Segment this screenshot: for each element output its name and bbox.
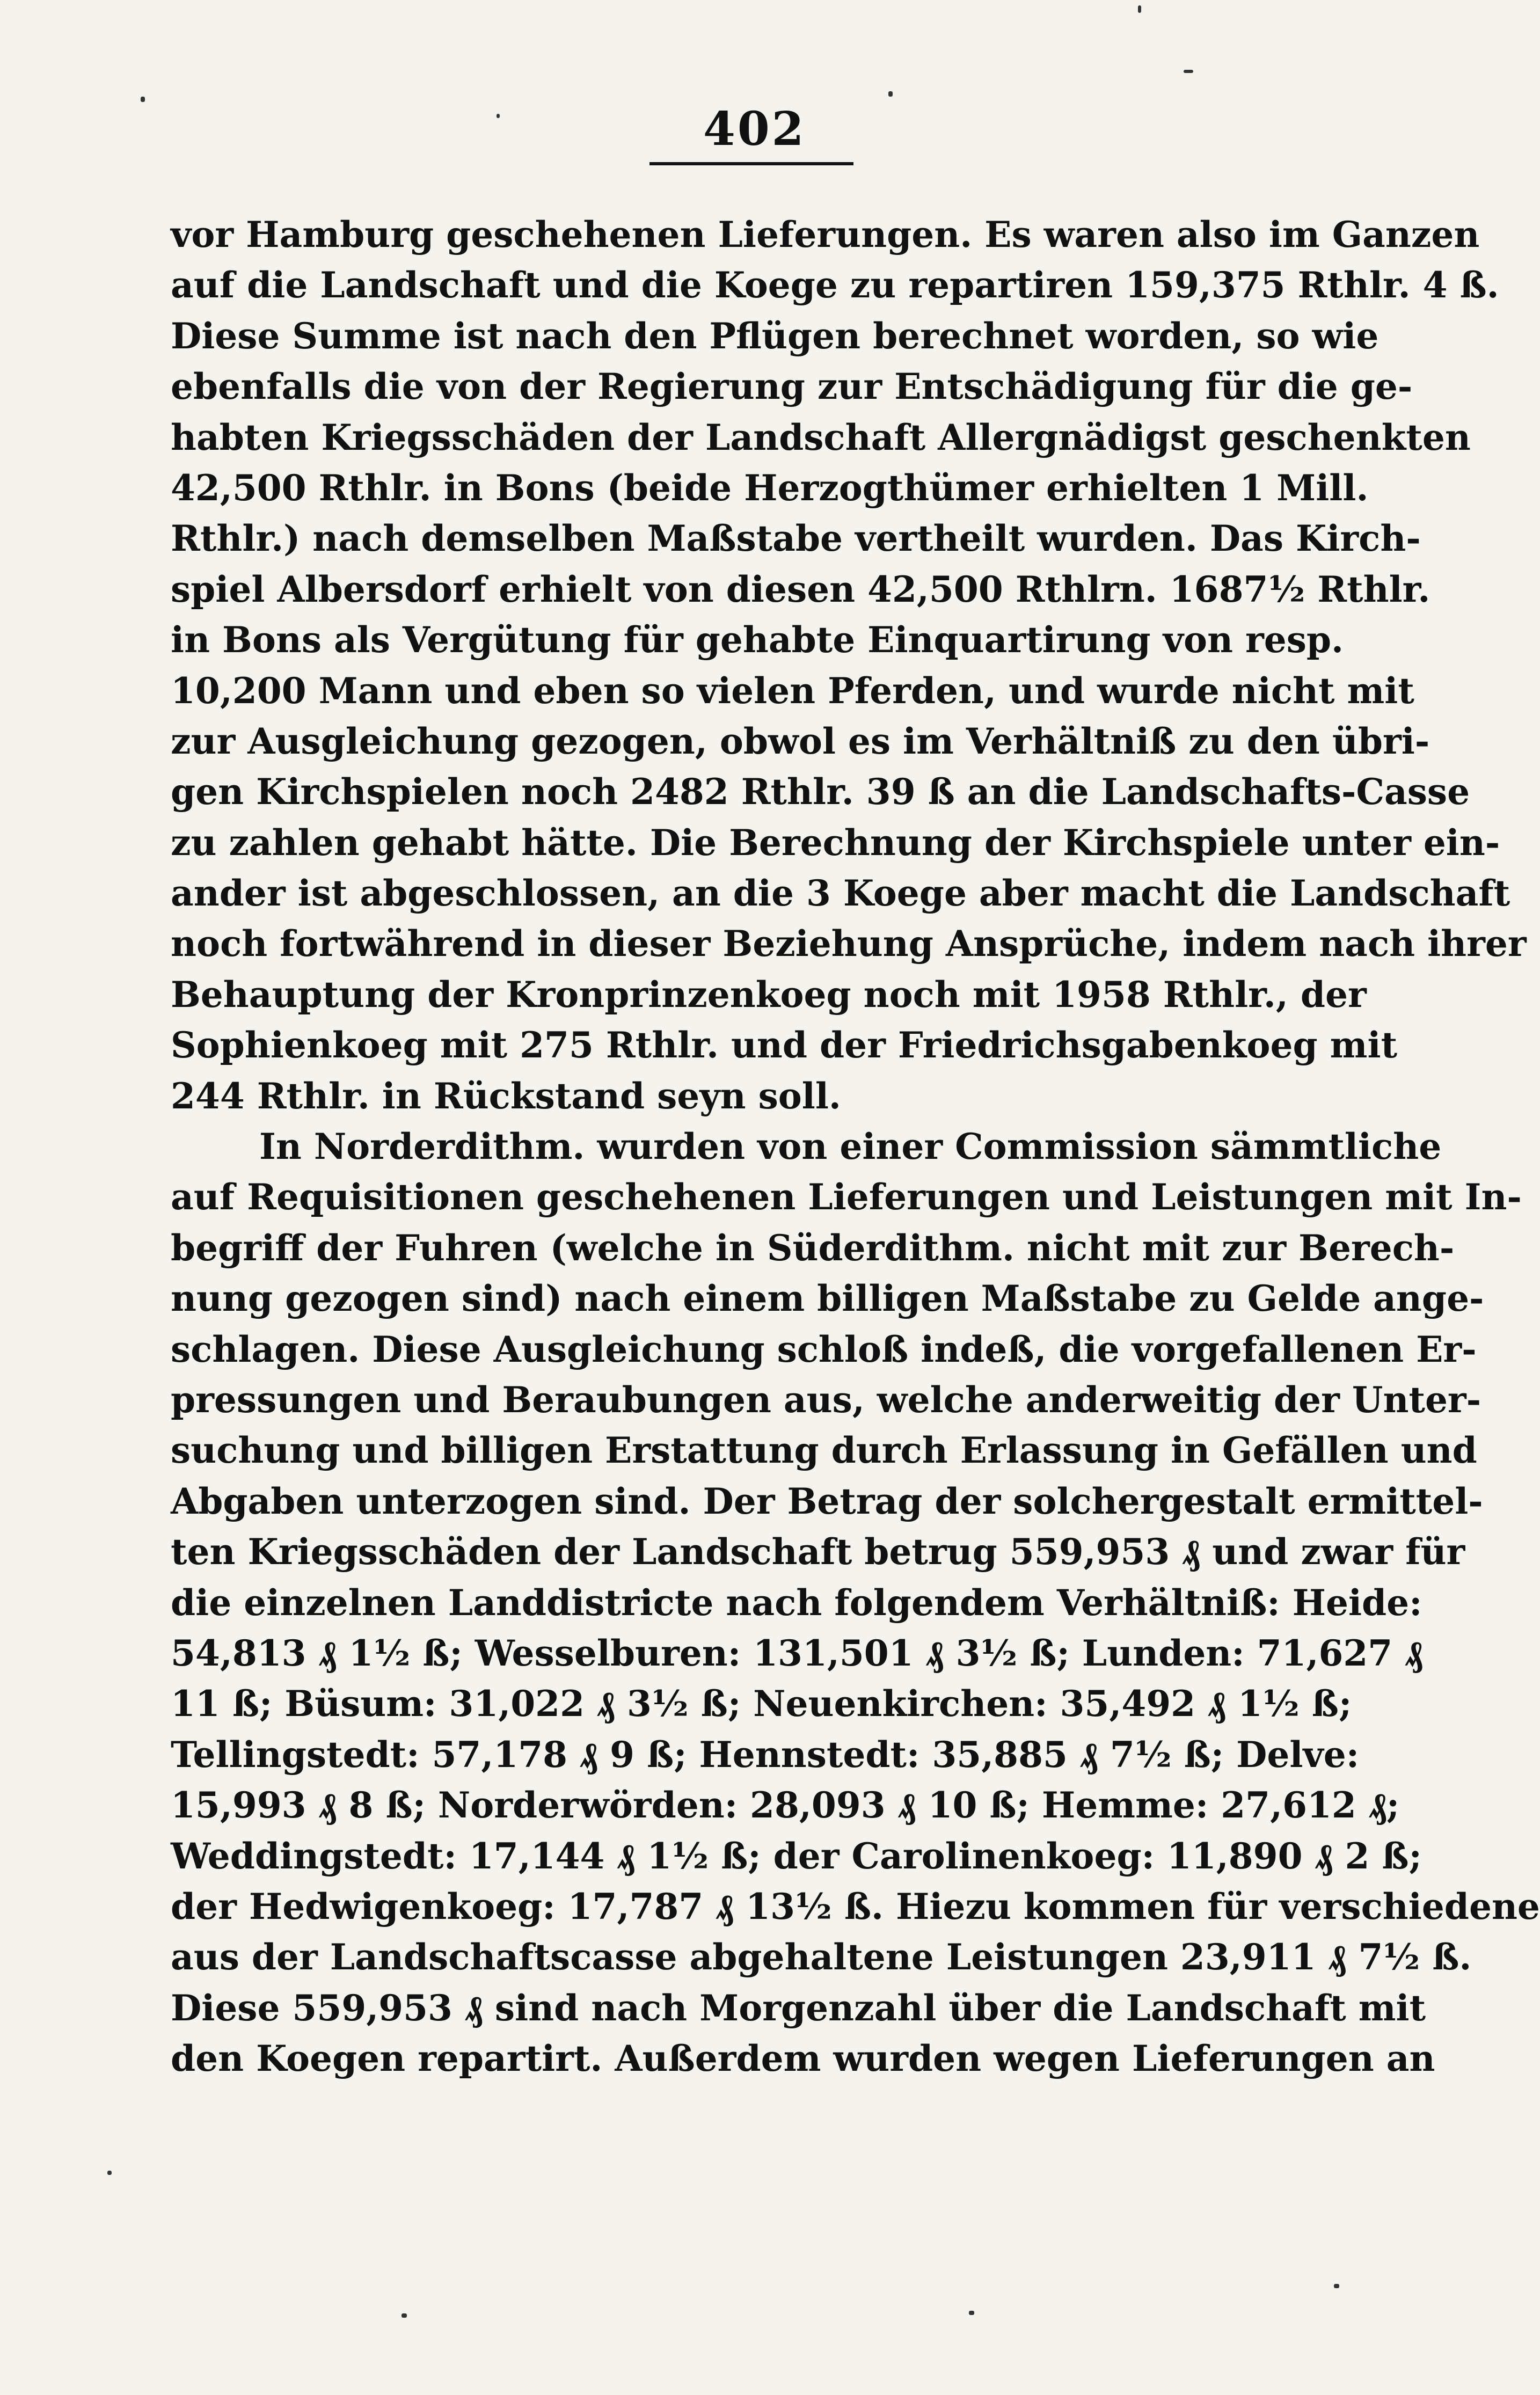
scan-speck [402,2313,407,2318]
text-line: 42,500 Rthlr. in Bons (beide Herzogthümer erhielten 1 Mill. [171,466,1369,509]
text-line: Rthlr.) nach demselben Maßstabe vertheilt wurden. Das Kirch- [171,517,1421,560]
text-line: Tellingstedt: 57,178 ₰ 9 ß; Hennstedt: 35,885 ₰ 7½ ß; Delve: [171,1733,1360,1776]
scan-speck [1334,2284,1339,2288]
text-line: 15,993 ₰ 8 ß; Norderwörden: 28,093 ₰ 10 ß; Hemme: 27,612 ₰; [171,1784,1400,1827]
text-line: ten Kriegsschäden der Landschaft betrug 559,953 ₰ und zwar für [171,1531,1465,1573]
scan-speck [1138,5,1141,13]
text-line: begriff der Fuhren (welche in Süderdithm. nicht mit zur Berech- [171,1226,1455,1269]
text-line: Diese Summe ist nach den Pflügen berechnet worden, so wie [171,315,1379,357]
text-line: spiel Albersdorf erhielt von diesen 42,500 Rthlrn. 1687½ Rthlr. [171,568,1430,610]
scan-speck [497,114,500,118]
scan-speck [888,91,893,97]
text-line: pressungen und Beraubungen aus, welche anderweitig der Unter- [171,1378,1481,1421]
text-line: 244 Rthlr. in Rückstand seyn soll. [171,1075,841,1117]
text-line: nung gezogen sind) nach einem billigen Maßstabe zu Gelde ange- [171,1277,1484,1320]
text-line: ebenfalls die von der Regierung zur Entschädigung für die ge- [171,366,1413,408]
text-line: auf Requisitionen geschehenen Lieferungen und Leistungen mit In- [171,1176,1522,1218]
text-line: 10,200 Mann und eben so vielen Pferden, und wurde nicht mit [171,669,1414,712]
text-line: auf die Landschaft und die Koege zu repartiren 159,375 Rthlr. 4 ß. [171,264,1499,306]
text-line: Diese 559,953 ₰ sind nach Morgenzahl über die Landschaft mit [171,1987,1426,2029]
text-line: habten Kriegsschäden der Landschaft Allergnädigst geschenkten [171,416,1471,458]
text-line: Weddingstedt: 17,144 ₰ 1½ ß; der Carolinenkoeg: 11,890 ₰ 2 ß; [171,1835,1422,1877]
page-number: 402 [703,102,806,156]
scan-speck [141,97,145,102]
header-rule [649,162,853,165]
text-line: zu zahlen gehabt hätte. Die Berechnung der Kirchspiele unter ein- [171,821,1500,864]
scan-speck [1184,70,1193,73]
text-line: den Koegen repartirt. Außerdem wurden wegen Lieferungen an [171,2038,1435,2080]
text-line: 54,813 ₰ 1½ ß; Wesselburen: 131,501 ₰ 3½ ß; Lunden: 71,627 ₰ [171,1632,1423,1674]
text-line: Abgaben unterzogen sind. Der Betrag der solchergestalt ermittel- [171,1480,1483,1522]
text-line: 11 ß; Büsum: 31,022 ₰ 3½ ß; Neuenkirchen: 35,492 ₰ 1½ ß; [171,1683,1352,1725]
text-line: Sophienkoeg mit 275 Rthlr. und der Friedrichsgabenkoeg mit [171,1024,1398,1067]
text-line: der Hedwigenkoeg: 17,787 ₰ 13½ ß. Hiezu kommen für verschiedene [171,1885,1540,1927]
text-line: zur Ausgleichung gezogen, obwol es im Verhältniß zu den übri- [171,720,1430,762]
scan-speck [969,2311,974,2315]
text-line: Behauptung der Kronprinzenkoeg noch mit 1958 Rthlr., der [171,973,1367,1016]
text-line: noch fortwährend in dieser Beziehung Ansprüche, indem nach ihrer [171,923,1527,965]
text-line: schlagen. Diese Ausgleichung schloß indeß, die vorgefallenen Er- [171,1328,1477,1370]
text-line: gen Kirchspielen noch 2482 Rthlr. 39 ß an die Landschafts-Casse [171,771,1470,813]
text-line: ander ist abgeschlossen, an die 3 Koege aber macht die Landschaft [171,872,1510,915]
text-line: suchung und billigen Erstattung durch Erlassung in Gefällen und [171,1429,1477,1472]
text-line: In Norderdithm. wurden von einer Commission sämmtliche [259,1126,1442,1168]
text-line: in Bons als Vergütung für gehabte Einquartirung von resp. [171,619,1344,661]
body-text [171,209,1540,2084]
text-line: aus der Landschaftscasse abgehaltene Leistungen 23,911 ₰ 7½ ß. [171,1936,1472,1978]
text-line: vor Hamburg geschehenen Lieferungen. Es waren also im Ganzen [171,214,1480,255]
scan-speck [107,2171,112,2175]
text-line: die einzelnen Landdistricte nach folgendem Verhältniß: Heide: [171,1581,1422,1624]
